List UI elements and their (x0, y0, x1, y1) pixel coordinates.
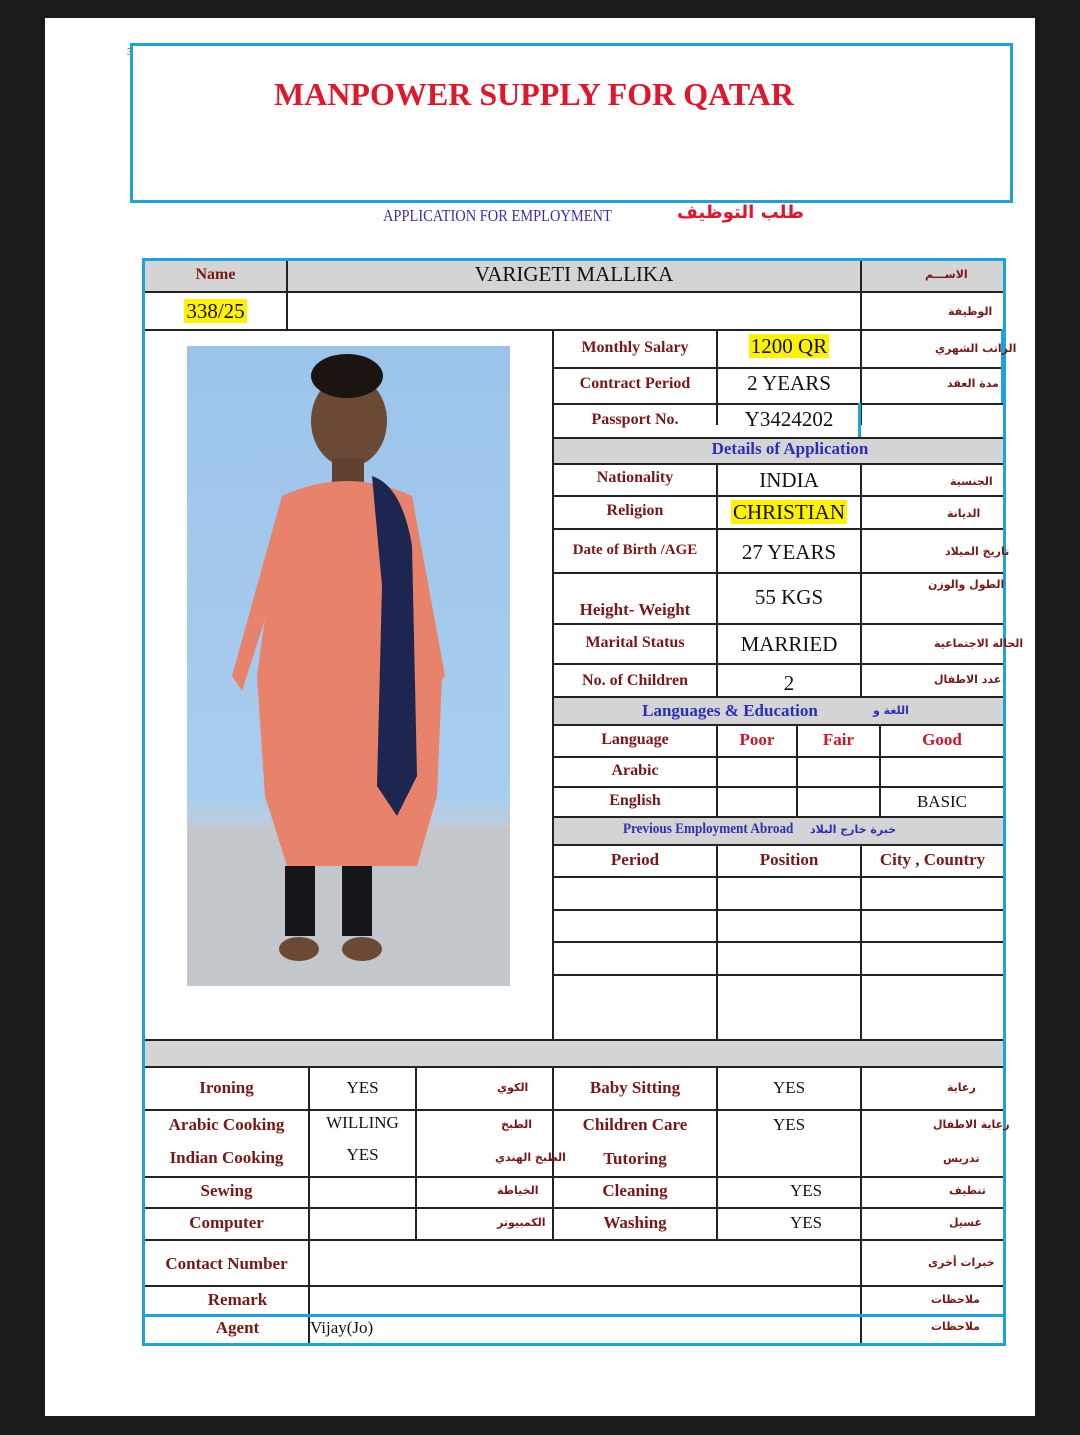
marital-status-value: MARRIED (740, 632, 838, 656)
subtitle: APPLICATION FOR EMPLOYMENT (383, 206, 612, 225)
nationality-value: INDIA (759, 468, 819, 492)
indian-cooking-label-arabic: الطبخ الهندي (495, 1151, 566, 1164)
agent-label-arabic: ملاحظات (931, 1320, 980, 1333)
arabic-cooking-label-arabic: الطبخ (501, 1118, 533, 1131)
children-value: 2 (783, 671, 795, 695)
children-care-value: YES (772, 1115, 806, 1134)
contract-label: Contract Period (579, 375, 691, 392)
contract-value: 2 YEARS (747, 371, 831, 395)
ironing-label-arabic: الكوي (497, 1081, 529, 1094)
baby-sitting-value: YES (772, 1078, 806, 1097)
period-col-header: Period (610, 850, 660, 869)
tutoring-label: Tutoring (603, 1149, 667, 1168)
indian-cooking-value: YES (346, 1145, 379, 1164)
applicant-photo (187, 346, 510, 986)
corner-mark: 3 (127, 46, 133, 58)
ironing-value: YES (346, 1078, 379, 1097)
arabic-cooking-label: Arabic Cooking (168, 1115, 285, 1134)
poor-col-header: Poor (739, 730, 775, 749)
application-page (45, 18, 1035, 1416)
children-care-label: Children Care (582, 1115, 688, 1134)
children-label: No. of Children (582, 672, 688, 689)
job-label-arabic: الوظيفة (948, 305, 993, 318)
nationality-label: Nationality (596, 469, 674, 486)
separator-bar (145, 1041, 1003, 1066)
washing-value: YES (789, 1213, 823, 1232)
good-col-header: Good (922, 730, 962, 749)
marital-status-label: Marital Status (585, 634, 685, 651)
arabic-cooking-value: WILLING (326, 1113, 399, 1132)
passport-value: Y3424202 (744, 407, 834, 431)
tutoring-label-arabic: تدريس (943, 1152, 980, 1165)
religion-value: CHRISTIAN (732, 500, 845, 524)
page-title: MANPOWER SUPPLY FOR QATAR (274, 76, 794, 112)
languages-header-arabic: اللغة و (873, 704, 909, 717)
computer-label-arabic: الكمبيوتر (497, 1216, 546, 1229)
arabic-language-label: Arabic (611, 762, 659, 779)
city-country-col-header: City , Country (879, 850, 986, 869)
nationality-label-arabic: الجنسية (950, 475, 993, 488)
salary-label: Monthly Salary (581, 339, 689, 356)
name-label: Name (195, 266, 236, 283)
washing-label-arabic: غسيل (949, 1216, 983, 1229)
subtitle-arabic: طلب التوظيف (677, 202, 804, 223)
height-weight-label: Height- Weight (579, 600, 691, 619)
position-col-header: Position (759, 850, 819, 869)
dob-label: Date of Birth /AGE (572, 542, 698, 558)
contact-number-label-arabic: خبرات أخرى (928, 1256, 995, 1269)
marital-status-label-arabic: الحالة الاجتماعية (934, 637, 1024, 650)
weight-value: 55 KGS (754, 585, 824, 609)
person-illustration (187, 346, 510, 986)
agent-value: Vijay(Jo) (310, 1318, 374, 1337)
remark-label: Remark (207, 1290, 268, 1309)
passport-label: Passport No. (591, 411, 679, 428)
cleaning-label: Cleaning (602, 1181, 668, 1200)
employment-header: Previous Employment Abroad (623, 821, 794, 837)
details-header: Details of Application (711, 439, 869, 458)
fair-col-header: Fair (822, 730, 855, 749)
english-good-value: BASIC (916, 792, 968, 811)
religion-label-arabic: الديانة (947, 507, 981, 520)
cleaning-label-arabic: تنظيف (949, 1184, 986, 1197)
sewing-label-arabic: الخياطة (497, 1184, 539, 1197)
baby-sitting-label-arabic: رعاية (947, 1081, 976, 1094)
header-box (130, 43, 1013, 203)
employment-header-arabic: خبرة خارج البلاد (810, 823, 897, 836)
language-col-header: Language (601, 731, 669, 748)
children-care-label-arabic: رعاية الاطفال (933, 1118, 1010, 1131)
name-label-arabic: الاســـم (925, 268, 968, 281)
dob-label-arabic: تاريخ الميلاد (945, 545, 1010, 558)
english-language-label: English (609, 792, 661, 809)
contract-label-arabic: مدة العقد (947, 377, 999, 390)
agent-label: Agent (215, 1318, 260, 1337)
height-weight-label-arabic: الطول والوزن (928, 578, 1005, 591)
children-label-arabic: عدد الاطفال (934, 673, 1002, 686)
baby-sitting-label: Baby Sitting (589, 1078, 681, 1097)
name-value: VARIGETI MALLIKA (474, 262, 674, 286)
reference-number: 338/25 (186, 299, 245, 323)
washing-label: Washing (603, 1213, 667, 1232)
languages-header: Languages & Education (642, 701, 818, 720)
computer-label: Computer (189, 1213, 264, 1232)
age-value: 27 YEARS (741, 540, 837, 564)
cleaning-value: YES (789, 1181, 823, 1200)
ironing-label: Ironing (199, 1078, 254, 1097)
religion-label: Religion (606, 502, 664, 519)
contact-number-label: Contact Number (165, 1254, 288, 1273)
salary-value: 1200 QR (750, 334, 828, 358)
salary-label-arabic: الراتب الشهري (935, 342, 1017, 355)
remark-label-arabic: ملاحظات (931, 1293, 980, 1306)
indian-cooking-label: Indian Cooking (169, 1148, 284, 1167)
sewing-label: Sewing (200, 1181, 253, 1200)
